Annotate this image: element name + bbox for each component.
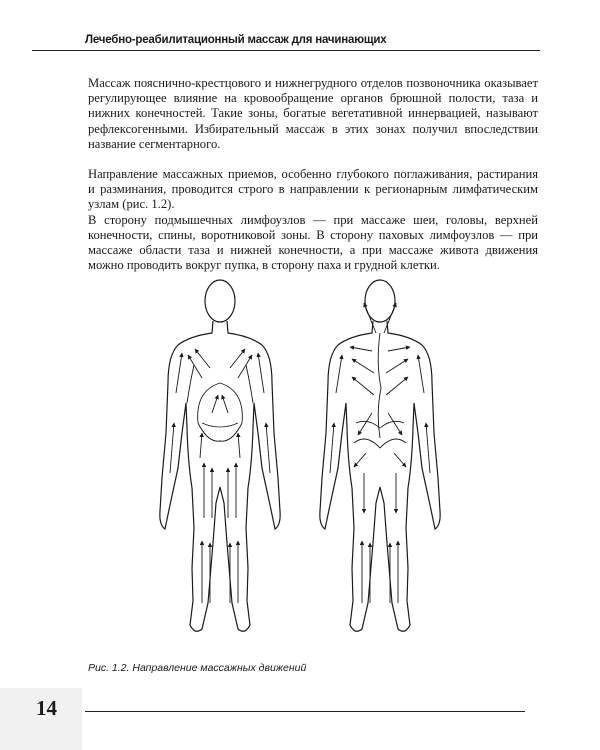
body-diagram: [140, 273, 460, 645]
massage-directions-figure: [140, 273, 460, 645]
front-body-figure: [160, 280, 280, 631]
figure-caption: Рис. 1.2. Направление массажных движений: [88, 662, 307, 674]
back-massage-arrows: [330, 303, 430, 603]
body-text: [88, 76, 538, 273]
paragraph-lymph-nodes: В сторону подмышечных лимфоузлов — при массаже шеи, головы, верхней конечности, спины, воротниковой зоны. В сторону паховых лимфоузлов — при массаже области таза и нижней конечности, а при массаже живота движения можно проводить вокруг пупка, в сторону паха и грудной клетки.: [88, 212, 538, 273]
front-body-outline: [160, 321, 280, 631]
back-body-figure: [320, 280, 440, 631]
running-header: Лечебно-реабилитационный массаж для начинающих: [85, 34, 387, 46]
header-rule: [32, 50, 540, 51]
paragraph-segmental-massage: Массаж пояснично-крестцового и нижнегрудного отделов позвоночника оказывает регулирующее влияние на кровообращение органов брюшной полости, таза и нижних конечностей. Такие зоны, богатые вегетативной иннервацией, называют рефлексогенными. Избирательный массаж в этих зонах получил впоследствии название сегментарного.: [88, 76, 538, 151]
front-massage-arrows: [170, 349, 270, 603]
back-body-outline: [320, 321, 440, 631]
front-head: [205, 280, 235, 322]
footer-rule: [85, 711, 525, 712]
paragraph-massage-direction: Направление массажных приемов, особенно глубокого поглаживания, растирания и разминания, проводится строго в направлении к регионарным лимфатическим узлам (рис. 1.2).: [88, 167, 538, 212]
page-number: 14: [36, 696, 57, 720]
